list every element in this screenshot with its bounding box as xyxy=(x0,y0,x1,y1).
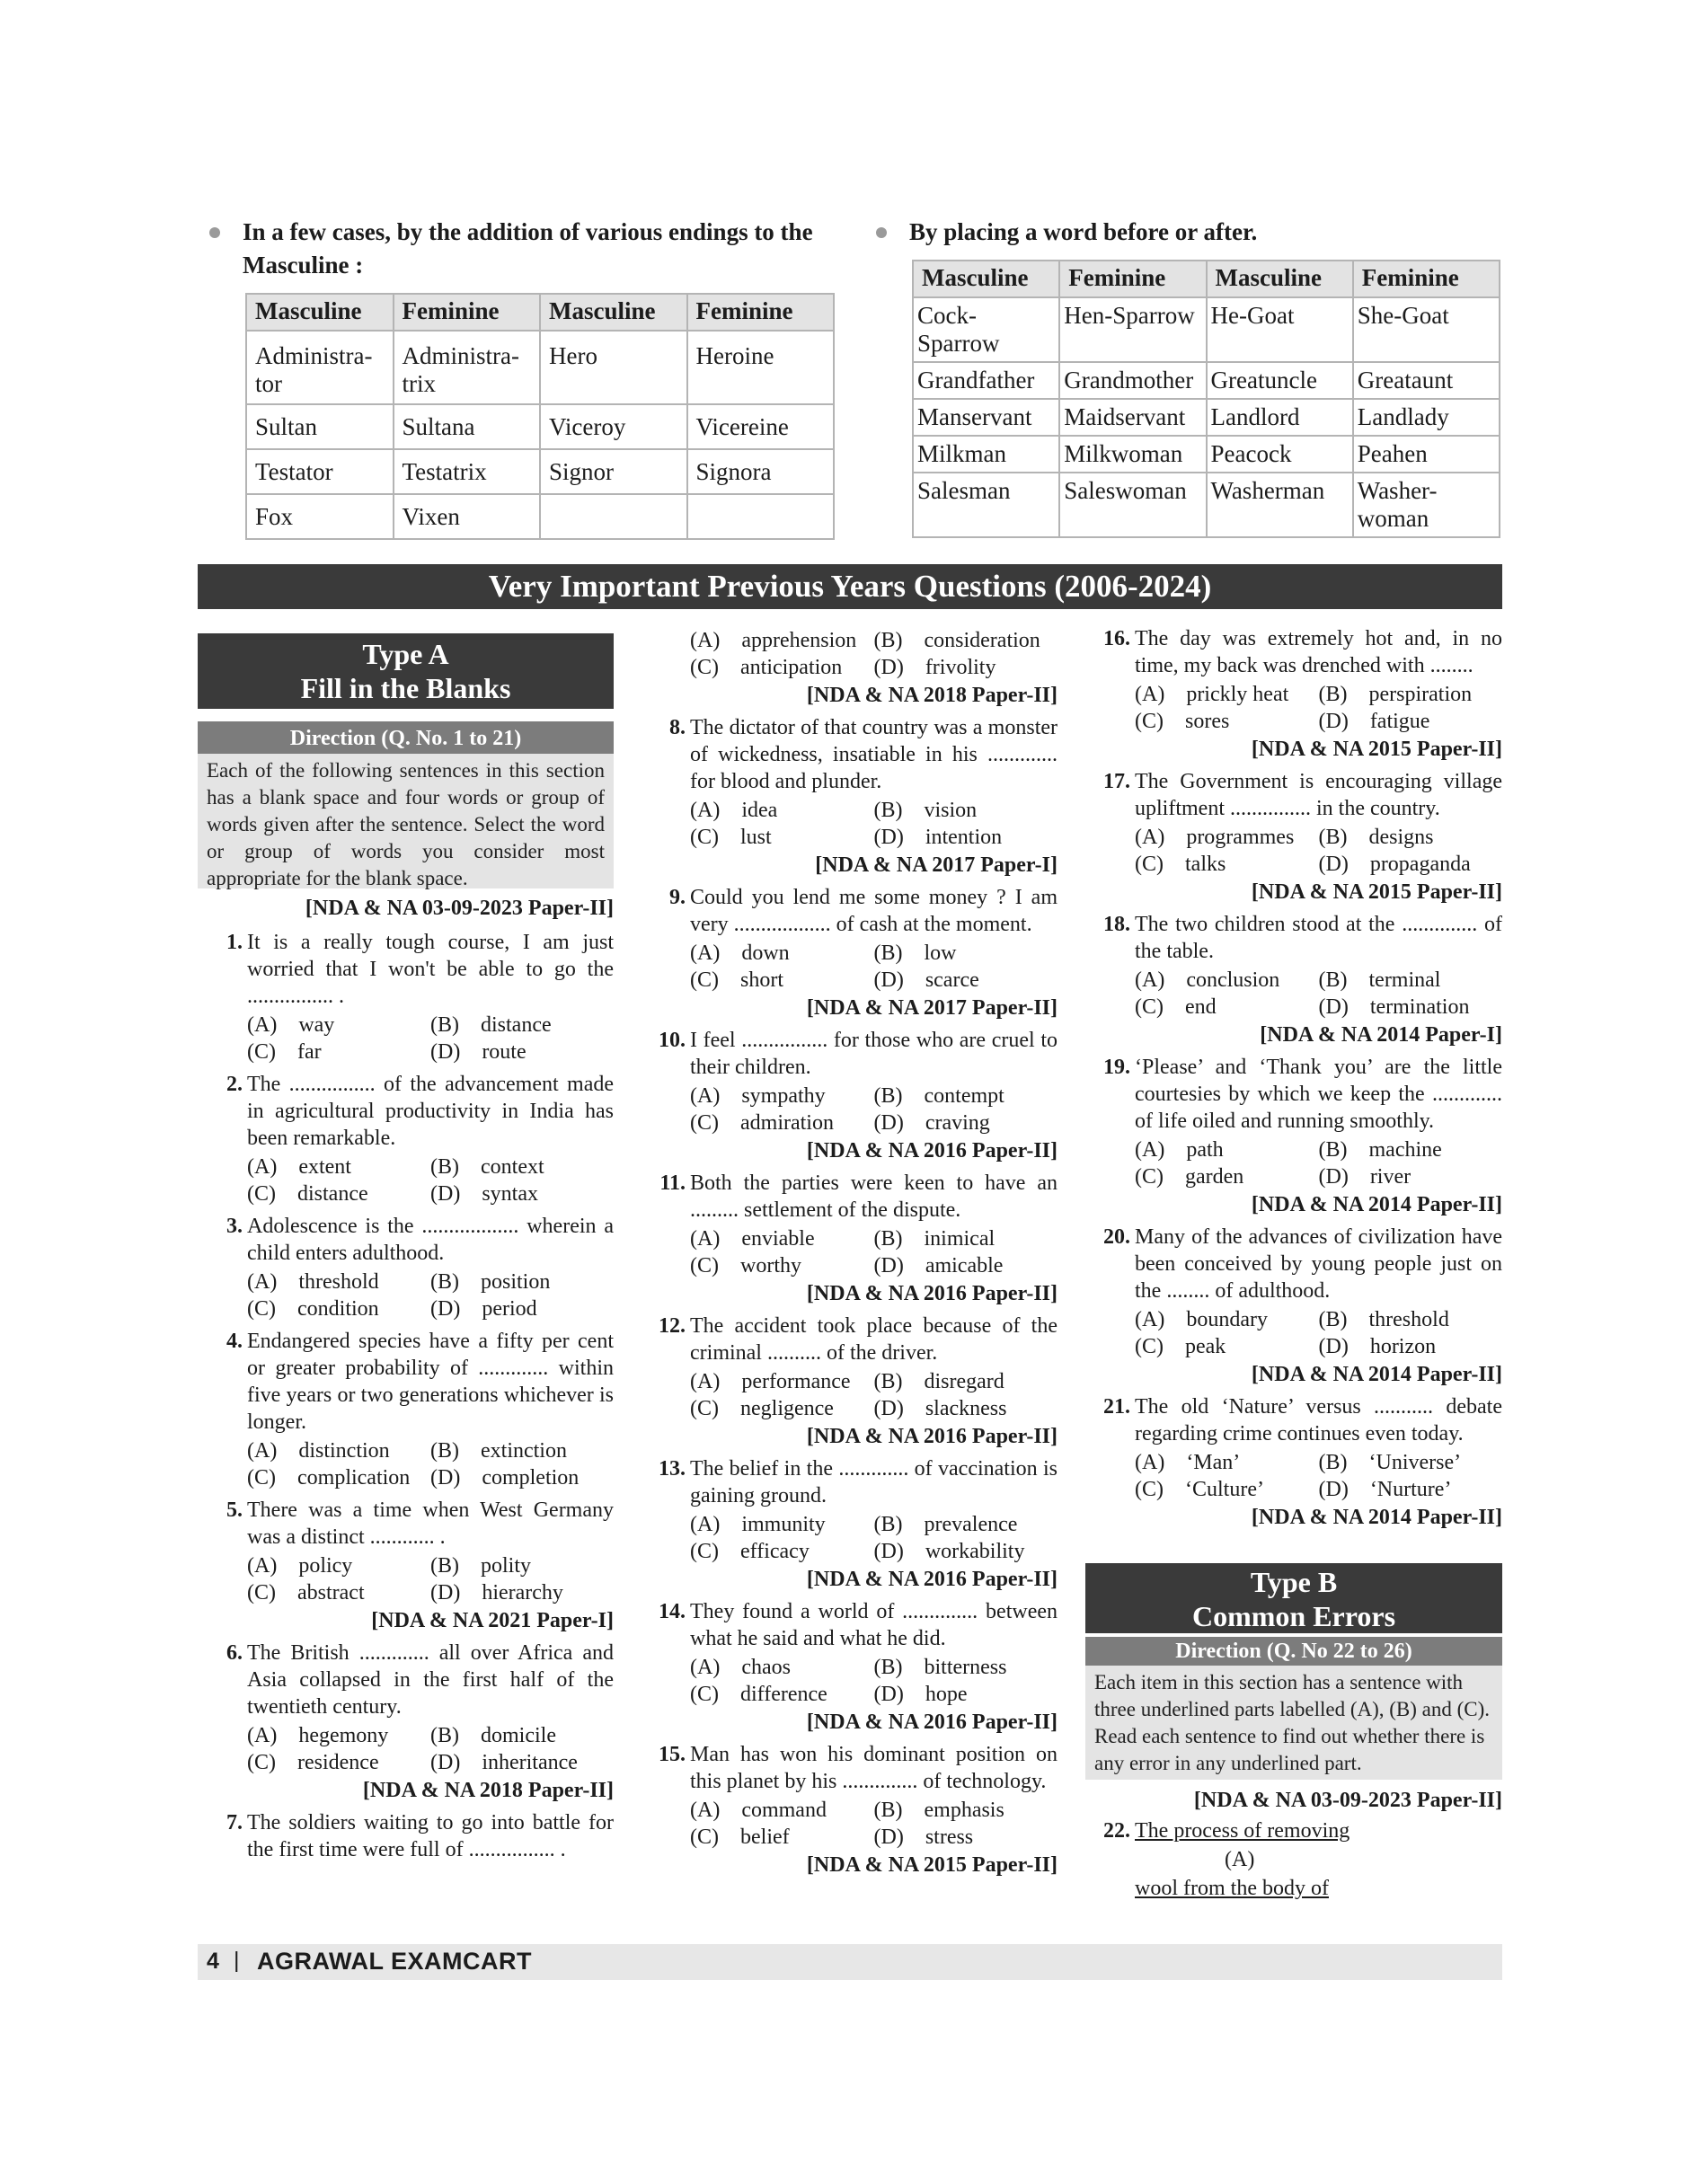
option: (D) intention xyxy=(873,826,1003,849)
option: (A) way xyxy=(247,1013,335,1037)
questions-column-1 xyxy=(198,894,614,1869)
table-row xyxy=(913,399,1500,436)
question-text: The ................ of the advancement made in agricultural productivity in India has been remarkable. xyxy=(247,1073,614,1150)
options xyxy=(690,1797,1058,1851)
question-number: 12. xyxy=(659,1314,686,1338)
option: (A) performance xyxy=(690,1370,851,1393)
question xyxy=(641,884,1058,1021)
options xyxy=(247,1722,614,1776)
question xyxy=(198,1213,614,1322)
source-tag: [NDA & NA 03-09-2023 Paper-II] xyxy=(305,897,614,920)
question xyxy=(198,1809,614,1863)
source-tag: [NDA & NA 2016 Paper-II] xyxy=(806,1282,1058,1305)
options xyxy=(690,1225,1058,1279)
question-text: There was a time when West Germany was a distinct ............ . xyxy=(247,1498,614,1549)
source-tag: [NDA & NA 2016 Paper-II] xyxy=(806,1139,1058,1162)
option: (C) belief xyxy=(690,1825,790,1849)
questions-column-3 xyxy=(1085,625,1502,1536)
question-number: 16. xyxy=(1103,627,1130,650)
question-number: 9. xyxy=(669,886,686,909)
question-text: The day was extremely hot and, in no time, my back was drenched with ........ xyxy=(1135,627,1502,677)
option: (C) talks xyxy=(1135,853,1226,876)
table-row xyxy=(246,331,834,404)
table-cell: Viceroy xyxy=(540,404,687,449)
question-number: 22. xyxy=(1103,1819,1130,1843)
question-number: 15. xyxy=(659,1743,686,1766)
bullet-dot-right xyxy=(876,227,887,238)
type-b-title: Type B xyxy=(1250,1566,1338,1598)
option: (D) syntax xyxy=(430,1182,538,1206)
source-tag: [NDA & NA 2016 Paper-II] xyxy=(806,1568,1058,1591)
table-cell xyxy=(687,494,835,539)
table-cell: Milkman xyxy=(913,436,1059,473)
options xyxy=(247,1012,614,1065)
bullet-right-text: By placing a word before or after. xyxy=(909,218,1258,245)
table-cell: Manservant xyxy=(913,399,1059,436)
table-header: Masculine xyxy=(246,294,394,331)
option: (A) path xyxy=(1135,1138,1224,1162)
source-tag: [NDA & NA 2018 Paper-II] xyxy=(362,1779,614,1802)
option: (C) efficacy xyxy=(690,1540,810,1563)
question-number: 8. xyxy=(669,716,686,739)
table-cell: Signora xyxy=(687,449,835,494)
options xyxy=(1135,681,1502,735)
option: (B) context xyxy=(430,1155,544,1179)
footer-separator: | xyxy=(234,1948,240,1973)
table-cell: Administra-tor xyxy=(246,331,394,404)
option: (A) prickly heat xyxy=(1135,683,1289,706)
table-row xyxy=(913,473,1500,537)
question-number: 7. xyxy=(226,1811,243,1834)
table-cell: Testatrix xyxy=(394,449,541,494)
table-header: Masculine xyxy=(913,261,1059,297)
question xyxy=(641,1313,1058,1450)
option: (D) frivolity xyxy=(873,656,996,679)
question xyxy=(198,1071,614,1207)
options xyxy=(690,1654,1058,1708)
question-number: 17. xyxy=(1103,770,1130,793)
table-cell: Saleswoman xyxy=(1059,473,1206,537)
option: (A) conclusion xyxy=(1135,968,1280,992)
option: (D) completion xyxy=(430,1466,580,1490)
options xyxy=(247,1552,614,1606)
options xyxy=(1135,1449,1502,1503)
option: (C) sores xyxy=(1135,710,1230,733)
question-number: 20. xyxy=(1103,1225,1130,1249)
option: (C) condition xyxy=(247,1297,379,1321)
option: (A) policy xyxy=(247,1554,353,1578)
option: (C) abstract xyxy=(247,1581,365,1604)
table-row xyxy=(913,362,1500,399)
question-number: 2. xyxy=(226,1073,243,1096)
question xyxy=(1085,1054,1502,1218)
table-cell xyxy=(540,494,687,539)
type-b-header xyxy=(1085,1563,1502,1633)
table-header: Masculine xyxy=(540,294,687,331)
option: (C) admiration xyxy=(690,1111,834,1135)
questions-column-2 xyxy=(641,625,1058,1884)
table-cell: Vicereine xyxy=(687,404,835,449)
option: (A) threshold xyxy=(247,1270,379,1294)
option: (B) threshold xyxy=(1318,1308,1449,1331)
question-text: The Government is encouraging village upliftment ............... in the country. xyxy=(1135,770,1502,820)
option: (C) anticipation xyxy=(690,656,843,679)
type-b-subtitle: Common Errors xyxy=(1191,1600,1396,1632)
type-a-direction-head: Direction (Q. No. 1 to 21) xyxy=(198,721,614,754)
option: (C) short xyxy=(690,968,783,992)
question-text: The dictator of that country was a monster of wickedness, insatiable in his ............. for blood and plunder. xyxy=(690,716,1058,793)
table-header: Feminine xyxy=(394,294,541,331)
option: (D) stress xyxy=(873,1825,974,1849)
table-cell: Landlord xyxy=(1207,399,1353,436)
question xyxy=(641,714,1058,879)
option: (A) apprehension xyxy=(690,629,857,652)
table-cell: Cock-Sparrow xyxy=(913,297,1059,362)
question-number: 6. xyxy=(226,1641,243,1665)
type-a-title: Type A xyxy=(362,638,449,670)
question-number: 14. xyxy=(659,1600,686,1623)
question xyxy=(198,1328,614,1491)
table-cell: Signor xyxy=(540,449,687,494)
question xyxy=(1085,768,1502,906)
question xyxy=(198,1497,614,1634)
option: (A) programmes xyxy=(1135,826,1295,849)
option: (B) distance xyxy=(430,1013,552,1037)
source-tag: [NDA & NA 2017 Paper-I] xyxy=(815,853,1058,877)
option: (D) hope xyxy=(873,1683,968,1706)
type-b-direction-head: Direction (Q. No 22 to 26) xyxy=(1085,1637,1502,1666)
table-row xyxy=(913,436,1500,473)
option: (D) workability xyxy=(873,1540,1025,1563)
question xyxy=(1085,1224,1502,1388)
options xyxy=(1135,1306,1502,1360)
question xyxy=(641,1741,1058,1879)
question-text: ‘Please’ and ‘Thank you’ are the little courtesies by which we keep the ............. of life oiled and running smoothly. xyxy=(1135,1056,1502,1133)
option: (B) position xyxy=(430,1270,551,1294)
option: (C) peak xyxy=(1135,1335,1226,1358)
option: (B) extinction xyxy=(430,1439,567,1463)
option: (C) distance xyxy=(247,1182,368,1206)
source-tag: [NDA & NA 2021 Paper-I] xyxy=(371,1609,614,1632)
question-text: Both the parties were keen to have an ......... settlement of the dispute. xyxy=(690,1171,1058,1222)
options xyxy=(690,1368,1058,1422)
option: (C) end xyxy=(1135,995,1217,1019)
option: (A) enviable xyxy=(690,1227,815,1251)
question-text: Many of the advances of civilization have been conceived by young people just on the ........ of adulthood. xyxy=(1135,1225,1502,1303)
page-number: 4 xyxy=(207,1949,219,1974)
table-cell: Hen-Sparrow xyxy=(1059,297,1206,362)
table-cell: Peahen xyxy=(1353,436,1500,473)
option: (A) sympathy xyxy=(690,1084,826,1108)
question-text: Could you lend me some money ? I am very .................. of cash at the moment. xyxy=(690,886,1058,936)
table-cell: Grandfather xyxy=(913,362,1059,399)
option: (B) terminal xyxy=(1318,968,1441,992)
table-row xyxy=(246,404,834,449)
question-number: 4. xyxy=(226,1330,243,1353)
source-tag: [NDA & NA 2016 Paper-II] xyxy=(806,1425,1058,1448)
table-header: Masculine xyxy=(1207,261,1353,297)
options xyxy=(690,1511,1058,1565)
table-cell: Greatuncle xyxy=(1207,362,1353,399)
option: (D) inheritance xyxy=(430,1751,578,1774)
option: (C) difference xyxy=(690,1683,827,1706)
question-number: 3. xyxy=(226,1215,243,1238)
options xyxy=(247,1437,614,1491)
question xyxy=(1085,1393,1502,1531)
question-number: 11. xyxy=(659,1171,686,1195)
table-cell: Washerman xyxy=(1207,473,1353,537)
source-tag: [NDA & NA 2015 Paper-II] xyxy=(1251,738,1502,761)
type-b-questions xyxy=(1085,1786,1502,1907)
question-text: Man has won his dominant position on this planet by his .............. of technology. xyxy=(690,1743,1058,1793)
option: (D) horizon xyxy=(1318,1335,1437,1358)
options xyxy=(690,797,1058,851)
question xyxy=(641,1170,1058,1307)
table-cell: Landlady xyxy=(1353,399,1500,436)
question-number: 13. xyxy=(659,1457,686,1481)
option: (B) disregard xyxy=(873,1370,1004,1393)
question-text: I feel ................ for those who are cruel to their children. xyxy=(690,1029,1058,1079)
table-header: Feminine xyxy=(687,294,835,331)
table-row xyxy=(246,449,834,494)
options xyxy=(690,627,1058,681)
options xyxy=(1135,824,1502,878)
options xyxy=(247,1269,614,1322)
source-tag: [NDA & NA 2014 Paper-II] xyxy=(1251,1193,1502,1216)
question-text: The old ‘Nature’ versus ........... debate regarding crime continues even today. xyxy=(1135,1395,1502,1445)
table-row xyxy=(913,297,1500,362)
option: (D) period xyxy=(430,1297,537,1321)
source-tag: [NDA & NA 2014 Paper-I] xyxy=(1260,1023,1502,1047)
option: (D) propaganda xyxy=(1318,853,1471,876)
option: (A) boundary xyxy=(1135,1308,1268,1331)
table-cell: He-Goat xyxy=(1207,297,1353,362)
option: (A) command xyxy=(690,1799,827,1822)
option: (B) perspiration xyxy=(1318,683,1473,706)
options xyxy=(690,940,1058,994)
option: (D) amicable xyxy=(873,1254,1004,1277)
option: (C) worthy xyxy=(690,1254,801,1277)
table-cell: Washer-woman xyxy=(1353,473,1500,537)
table-row xyxy=(246,494,834,539)
question xyxy=(641,1598,1058,1736)
option: (C) residence xyxy=(247,1751,379,1774)
source-tag: [NDA & NA 03-09-2023 Paper-II] xyxy=(1193,1789,1502,1812)
page-footer xyxy=(198,1944,1502,1980)
section-banner: Very Important Previous Years Questions (2006-2024) xyxy=(198,564,1502,609)
option: (D) river xyxy=(1318,1165,1412,1189)
table-header-row xyxy=(246,294,834,331)
question-continued xyxy=(641,627,1058,709)
option: (B) ‘Universe’ xyxy=(1318,1451,1462,1474)
table-cell: Greataunt xyxy=(1353,362,1500,399)
source-tag: [NDA & NA 2018 Paper-II] xyxy=(806,684,1058,707)
question xyxy=(1085,1817,1502,1902)
option: (D) craving xyxy=(873,1111,990,1135)
question-number: 10. xyxy=(659,1029,686,1052)
options xyxy=(247,1154,614,1207)
source-tag: [NDA & NA 2015 Paper-II] xyxy=(806,1853,1058,1877)
table-cell: Administra-trix xyxy=(394,331,541,404)
question-number: 21. xyxy=(1103,1395,1130,1419)
option: (D) termination xyxy=(1318,995,1470,1019)
option: (B) bitterness xyxy=(873,1656,1007,1679)
table-cell: Grandmother xyxy=(1059,362,1206,399)
option: (D) route xyxy=(430,1040,527,1064)
table-cell: Sultana xyxy=(394,404,541,449)
source-tag: [NDA & NA 2015 Paper-II] xyxy=(1251,880,1502,904)
option: (B) low xyxy=(873,941,957,965)
type-b-direction-text: Each item in this section has a sentence with three underlined parts labelled (A), (B) and (C). Read each sentence to find out whether there is any error in any underlined part. xyxy=(1085,1666,1502,1780)
question-number: 18. xyxy=(1103,913,1130,936)
option: (A) immunity xyxy=(690,1513,826,1536)
question-number: 19. xyxy=(1103,1056,1130,1079)
table-cell: Fox xyxy=(246,494,394,539)
option: (A) hegemony xyxy=(247,1724,389,1747)
table-cell: Sultan xyxy=(246,404,394,449)
option: (A) down xyxy=(690,941,790,965)
option: (D) hierarchy xyxy=(430,1581,563,1604)
table-cell: Maidservant xyxy=(1059,399,1206,436)
question-text: The belief in the ............. of vaccination is gaining ground. xyxy=(690,1457,1058,1507)
type-a-subtitle: Fill in the Blanks xyxy=(300,672,511,704)
option: (A) chaos xyxy=(690,1656,791,1679)
part-label-a: (A) xyxy=(1225,1848,1255,1871)
option: (B) polity xyxy=(430,1554,531,1578)
option: (B) designs xyxy=(1318,826,1434,849)
question-text: They found a world of .............. between what he said and what he did. xyxy=(690,1600,1058,1650)
option: (C) complication xyxy=(247,1466,411,1490)
options xyxy=(690,1083,1058,1136)
options xyxy=(1135,1136,1502,1190)
option: (B) emphasis xyxy=(873,1799,1004,1822)
table-cell: Milkwoman xyxy=(1059,436,1206,473)
source-tag: [NDA & NA 2017 Paper-II] xyxy=(806,996,1058,1020)
option: (D) scarce xyxy=(873,968,979,992)
gender-table-right xyxy=(912,260,1500,538)
underlined-part-b: wool from the body of xyxy=(1135,1877,1329,1900)
table-cell: Salesman xyxy=(913,473,1059,537)
option: (D) ‘Nurture’ xyxy=(1318,1478,1452,1501)
source-tag: [NDA & NA 2014 Paper-II] xyxy=(1251,1506,1502,1529)
question-text: The soldiers waiting to go into battle for the first time were full of ................ . xyxy=(247,1811,614,1861)
option: (A) distinction xyxy=(247,1439,390,1463)
question-text: The accident took place because of the criminal .......... of the driver. xyxy=(690,1314,1058,1365)
brand-logo: AGRAWAL EXAMCART xyxy=(257,1948,533,1975)
table-header-row xyxy=(913,261,1500,297)
type-a-direction-text: Each of the following sentences in this section has a blank space and four words or group of words given after the sentence. Select the word or group of words you consider most appropriate for the blank space. xyxy=(198,754,614,888)
question xyxy=(641,1455,1058,1593)
question-text: It is a really tough course, I am just worried that I won't be able to go the ................ . xyxy=(247,931,614,1008)
option: (B) consideration xyxy=(873,629,1040,652)
option: (B) prevalence xyxy=(873,1513,1018,1536)
option: (B) machine xyxy=(1318,1138,1442,1162)
option: (C) negligence xyxy=(690,1397,834,1420)
underlined-part-a: The process of removing xyxy=(1135,1819,1350,1843)
question xyxy=(1085,911,1502,1048)
option: (A) ‘Man’ xyxy=(1135,1451,1241,1474)
option: (A) idea xyxy=(690,799,778,822)
options xyxy=(1135,967,1502,1021)
type-a-header xyxy=(198,633,614,709)
option: (B) vision xyxy=(873,799,978,822)
question-text: Adolescence is the .................. wherein a child enters adulthood. xyxy=(247,1215,614,1265)
table-cell: Hero xyxy=(540,331,687,404)
question xyxy=(1085,625,1502,763)
source-tag: [NDA & NA 2014 Paper-II] xyxy=(1251,1363,1502,1386)
question-text: The British ............. all over Africa and Asia collapsed in the first half of the twentieth century. xyxy=(247,1641,614,1719)
table-cell: She-Goat xyxy=(1353,297,1500,362)
question-number: 5. xyxy=(226,1498,243,1522)
table-cell: Peacock xyxy=(1207,436,1353,473)
option: (B) inimical xyxy=(873,1227,996,1251)
table-header: Feminine xyxy=(1059,261,1206,297)
table-cell: Vixen xyxy=(394,494,541,539)
option: (C) ‘Culture’ xyxy=(1135,1478,1264,1501)
table-cell: Testator xyxy=(246,449,394,494)
option: (B) contempt xyxy=(873,1084,1004,1108)
gender-table-left xyxy=(245,293,835,540)
option: (D) slackness xyxy=(873,1397,1007,1420)
question-number: 1. xyxy=(226,931,243,954)
option: (C) lust xyxy=(690,826,772,849)
option: (C) garden xyxy=(1135,1165,1244,1189)
table-cell: Heroine xyxy=(687,331,835,404)
question xyxy=(198,929,614,1065)
option: (D) fatigue xyxy=(1318,710,1430,733)
question-text: The two children stood at the .............. of the table. xyxy=(1135,913,1502,963)
question xyxy=(641,1027,1058,1164)
option: (A) extent xyxy=(247,1155,351,1179)
question-text: Endangered species have a fifty per cent or greater probability of ............. within five years or two generations whichever is longer. xyxy=(247,1330,614,1434)
bullet-dot-left xyxy=(209,227,220,238)
option: (B) domicile xyxy=(430,1724,556,1747)
source-tag: [NDA & NA 2016 Paper-II] xyxy=(806,1711,1058,1734)
table-header: Feminine xyxy=(1353,261,1500,297)
question xyxy=(198,1640,614,1804)
option: (C) far xyxy=(247,1040,322,1064)
bullet-left-text: In a few cases, by the addition of various endings to the Masculine : xyxy=(243,218,813,278)
